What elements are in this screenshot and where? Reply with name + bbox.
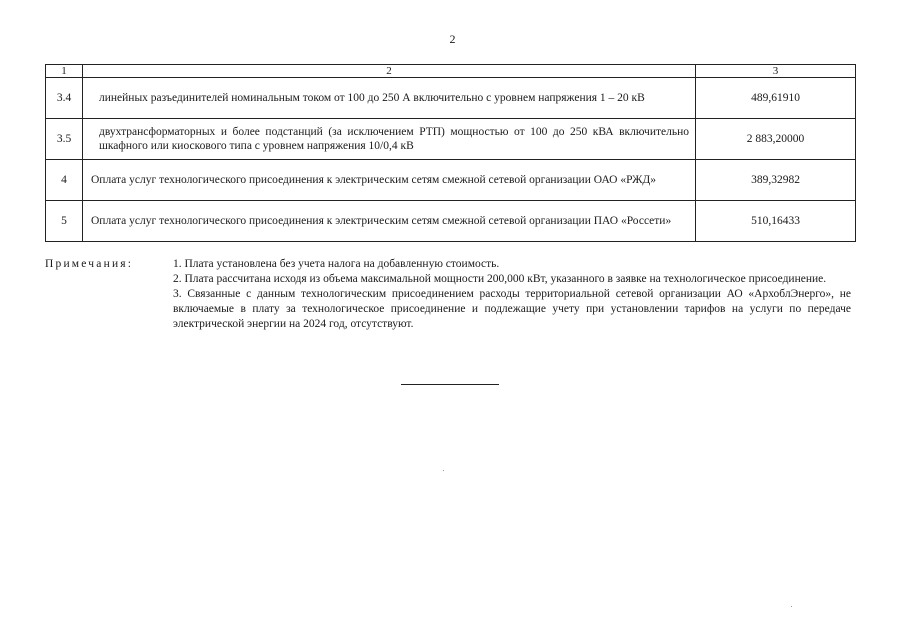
row-description: Оплата услуг технологического присоединения к электрическим сетям смежной сетевой организации ОАО «РЖД» <box>83 160 696 201</box>
separator-line <box>401 384 499 385</box>
row-description: Оплата услуг технологического присоединения к электрическим сетям смежной сетевой организации ПАО «Россети» <box>83 201 696 242</box>
row-description: двухтрансформаторных и более подстанций (за исключением РТП) мощностью от 100 до 250 кВА включительно шкафного или киоскового типа с уровнем напряжения 10/0,4 кВ <box>83 119 696 160</box>
row-value: 510,16433 <box>696 201 856 242</box>
column-header: 2 <box>83 65 696 78</box>
table-row <box>46 201 856 242</box>
column-header: 3 <box>696 65 856 78</box>
row-number: 4 <box>46 160 83 201</box>
table-row <box>46 119 856 160</box>
column-header: 1 <box>46 65 83 78</box>
row-value: 489,61910 <box>696 78 856 119</box>
page-number: 2 <box>449 32 456 46</box>
scan-speck <box>791 606 792 607</box>
notes-list <box>173 257 851 332</box>
row-number: 5 <box>46 201 83 242</box>
row-value: 2 883,20000 <box>696 119 856 160</box>
note-item: 2. Плата рассчитана исходя из объема максимальной мощности 200,000 кВт, указанного в заявке на технологическое присоединение. <box>173 273 827 285</box>
table-header-row <box>46 65 856 78</box>
note-item: 3. Связанные с данным технологическим присоединением расходы территориальной сетевой организации АО «АрхоблЭнерго», не включаемые в плату за технологическое присоединение и подлежащие учету при установлении тарифов на услуги по передаче электрической энергии на 2024 год, отсутствуют. <box>173 288 851 330</box>
row-number: 3.4 <box>46 78 83 119</box>
scan-speck <box>443 470 444 471</box>
table-row <box>46 160 856 201</box>
table-row <box>46 78 856 119</box>
row-description: линейных разъединителей номинальным током от 100 до 250 А включительно с уровнем напряжения 1 – 20 кВ <box>83 78 696 119</box>
note-item: 1. Плата установлена без учета налога на добавленную стоимость. <box>173 258 500 270</box>
notes-label: Примечания: <box>45 258 134 270</box>
row-value: 389,32982 <box>696 160 856 201</box>
row-number: 3.5 <box>46 119 83 160</box>
tariff-table <box>45 64 856 242</box>
